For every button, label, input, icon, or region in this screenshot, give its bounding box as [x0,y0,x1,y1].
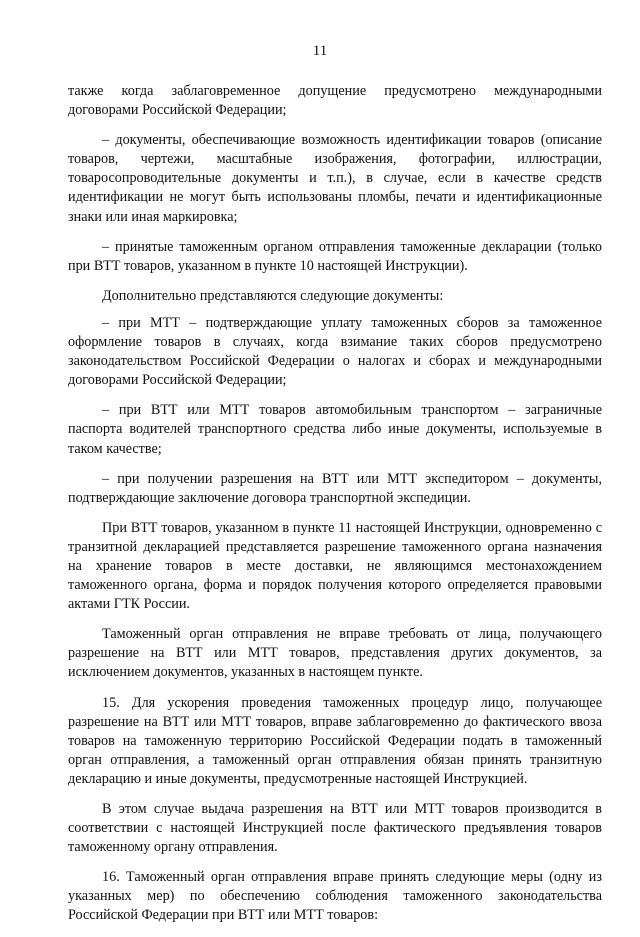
paragraph-road-transport: – при ВТТ или МТТ товаров автомобильным транспортом – заграничные паспорта водителей транспортного средства либо иные документы, используемые в таком качестве; [68,402,602,457]
paragraph-additional-documents: Дополнительно представляются следующие документы: [102,287,444,304]
paragraph-no-other-documents: Таможенный орган отправления не вправе требовать от лица, получающего разрешение на ВТТ или МТТ товаров, представления других документов, за исключением документов, указанных в настоящем пункте. [68,626,602,681]
paragraph-forwarder: – при получении разрешения на ВТТ или МТТ экспедитором – документы, подтверждающие заключение договора транспортной экспедиции. [68,470,602,506]
document-body [68,82,602,937]
paragraph-continuation: также когда заблаговременное допущение предусмотрено международными договорами Российской Федерации; [68,83,602,119]
paragraph-accepted-declarations: – принятые таможенным органом отправления таможенные декларации (только при ВТТ товаров, указанном в пункте 10 настоящей Инструкции). [68,238,602,274]
paragraph-mtt-fees: – при МТТ – подтверждающие уплату таможенных сборов за таможенное оформление товаров в случаях, когда взимание таких сборов предусмотрено законодательством Российской Федерации о налогах и сборах и международными договорами Российской Федерации; [68,314,602,389]
paragraph-permission-issuance: В этом случае выдача разрешения на ВТТ или МТТ товаров производится в соответствии с настоящей Инструкцией после фактического предъявления товаров таможенному органу отправления. [68,801,602,856]
page-number: 11 [312,43,328,59]
paragraph-storage-permission: При ВТТ товаров, указанном в пункте 11 настоящей Инструкции, одновременно с транзитной декларацией представляется разрешение таможенного органа назначения на хранение товаров в месте доставки, не являющимся местонахождением таможенного органа, форма и порядок получения которого определяется правовыми актами ГТК России. [68,519,602,613]
paragraph-section-16: 16. Таможенный орган отправления вправе принять следующие меры (одну из указанных мер) по обеспечению соблюдения таможенного законодательства Российской Федерации при ВТТ или МТТ товаров: [68,869,602,924]
paragraph-identification-documents: – документы, обеспечивающие возможность идентификации товаров (описание товаров, чертежи, масштабные изображения, фотографии, иллюстрации, товаросопроводительные документы и т.п.), в случае, если в качестве средств идентификации не могут быть использованы пломбы, печати и идентификационные знаки или иная маркировка; [68,132,602,225]
paragraph-section-15: 15. Для ускорения проведения таможенных процедур лицо, получающее разрешение на ВТТ или МТТ товаров, вправе заблаговременно до фактического ввоза товаров на таможенную территорию Российской Федерации подать в таможенный орган отправления, а таможенный орган отправления обязан принять транзитную декларацию и иные документы, предусмотренные настоящей Инструкцией. [68,694,602,787]
